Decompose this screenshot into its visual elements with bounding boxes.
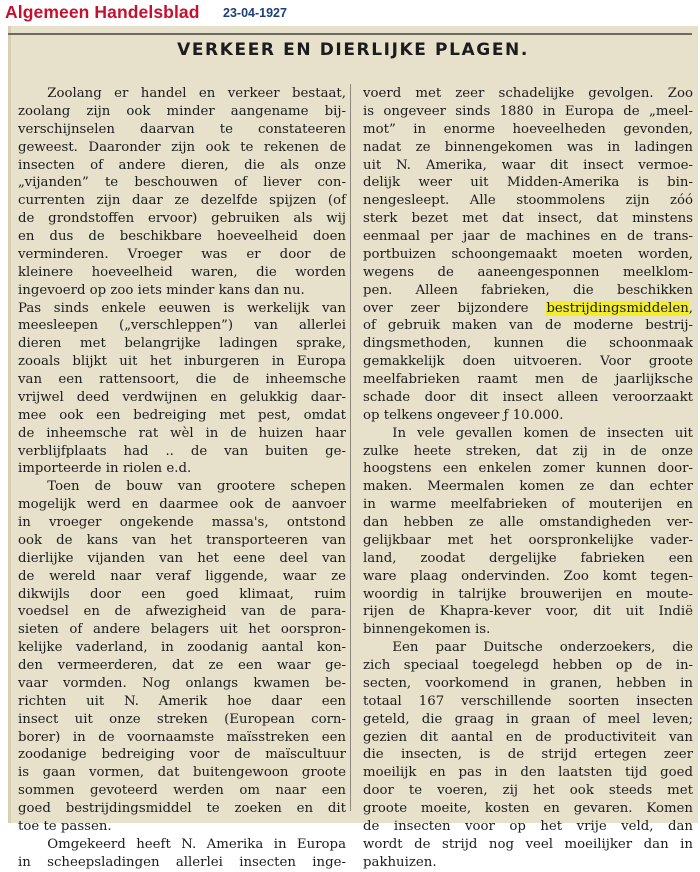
line-text: zich speciaal toegelegd hebben op de in-: [363, 658, 693, 673]
line-text: delijk weer uit Midden-Amerika is bin-: [363, 175, 693, 191]
line-text: in vroeger ongekende massa's, ontstond: [18, 515, 346, 530]
article-line: [363, 85, 693, 103]
line-text: meesleepen („verschleppen”) van allerlei: [18, 318, 346, 334]
line-text: hoogstens een enkelen zomer kunnen door-: [363, 461, 693, 477]
article-line: [363, 603, 693, 621]
line-text: gemakkelijk doen uitvoeren. Voor groote: [363, 354, 693, 370]
line-text: nadat ze binnengekomen was in ladingen: [363, 139, 693, 155]
article-line: [363, 782, 693, 800]
article-line: [18, 264, 346, 282]
article-line: [18, 246, 346, 264]
line-text: vaar vormden. Nog onlangs kwamen be-: [18, 675, 346, 691]
line-text: Een paar Duitsche onderzoekers, die: [392, 640, 693, 656]
line-text: wegens de aaneengesponnen meelklom-: [363, 264, 693, 280]
article-line: [363, 425, 693, 443]
article-line: [18, 371, 346, 389]
line-text: kelijke vaderland, in zoodanig aantal kon-: [18, 640, 346, 656]
line-text: meelfabrieken raamt men de jaarlijksche: [363, 372, 693, 387]
article-line: [363, 621, 693, 639]
article-line: [18, 282, 346, 300]
line-text: van een rattensoort, die de inheemsche: [18, 372, 346, 387]
column-divider: [350, 84, 351, 811]
line-text: mee ook een bedreiging met pest, omdat: [18, 407, 346, 423]
article-column-right: [363, 85, 693, 872]
article-line: [363, 514, 693, 532]
line-text: Zoolang er handel en verkeer bestaat,: [47, 86, 346, 101]
line-text: in scheepsladingen allerlei insecten inge-: [18, 854, 346, 870]
article-line: [363, 675, 693, 693]
article-line: [363, 246, 693, 264]
article-line: [18, 407, 346, 425]
line-text: maken. Meermalen komen ze dan echter: [363, 479, 693, 495]
article-line: [18, 121, 346, 139]
article-line: [363, 746, 693, 764]
article-line: [363, 836, 693, 854]
article-line: [363, 192, 693, 210]
line-text: de insecten voor op het vrije veld, dan: [363, 818, 693, 834]
article-line: [363, 282, 693, 300]
line-text: verminderen. Vroeger was er door de: [18, 246, 346, 262]
article-line: [363, 389, 693, 407]
line-text-after: ,: [688, 300, 693, 316]
line-text: gezien dit aantal en de productiviteit van: [363, 729, 693, 745]
line-text: groote moeite, kosten en gevaren. Komen: [363, 801, 693, 816]
article-line: [18, 675, 346, 693]
line-text: nengesleept. Alle stoommolens zijn zóó: [363, 193, 693, 209]
article-line: [363, 818, 693, 836]
article-line: [363, 210, 693, 228]
line-text: toe te passen.: [18, 818, 112, 834]
newspaper-clipping: [8, 26, 698, 870]
line-text: de grondstoffen ervoor) gebruiken als wij: [18, 211, 346, 227]
line-text: richten uit N. Amerik hoe daar een: [18, 693, 346, 709]
article-line: [363, 729, 693, 747]
line-text: dikwijls door een goed klimaat, ruim: [18, 586, 346, 602]
line-text: woordig in talrijke brouwerijen en moute-: [363, 586, 693, 602]
article-line: [18, 389, 346, 407]
line-text: schade door dit insect alleen veroorzaakt: [363, 389, 693, 405]
line-text: geteld, die graag in graan of meel leven;: [363, 711, 693, 727]
line-text: de inheemsche rat wèl in de huizen haar: [18, 425, 346, 441]
archive-header: [0, 0, 700, 26]
article-line: [18, 603, 346, 621]
article-line: [18, 621, 346, 639]
line-text: zoodanige bedreiging voor de maïscultuur: [18, 747, 346, 763]
highlighted-term: bestrijdingsmiddelen: [546, 300, 689, 316]
line-text: mogelijk werd en daarmee ook de aanvoer: [18, 497, 346, 513]
article-line: [363, 174, 693, 192]
line-text: de wereld naar veraf liggende, waar ze: [18, 568, 346, 584]
article-line: [363, 854, 693, 872]
article-line: [363, 478, 693, 496]
article-line: [363, 300, 693, 318]
article-line: [18, 139, 346, 157]
clipping-edge: [8, 26, 11, 823]
article-line: [363, 103, 693, 121]
line-text: uit N. Amerika, waar dit insect vermoe-: [363, 157, 693, 173]
line-text: voerd met zeer schadelijke gevolgen. Zoo: [363, 86, 693, 101]
line-text: over zeer bijzondere: [363, 300, 547, 316]
article-line: [18, 317, 346, 335]
publication-date: 23-04-1927: [223, 6, 287, 20]
line-text: borer) in de voornaamste maïsstreken een: [18, 729, 346, 745]
article-line: [18, 818, 346, 836]
article-title: VERKEER EN DIERLIJKE PLAGEN.: [177, 40, 529, 60]
article-line: [363, 353, 693, 371]
line-text: ingevoerd op zoo iets minder kans dan nu.: [18, 282, 305, 298]
article-line: [363, 800, 693, 818]
article-line: [363, 157, 693, 175]
line-text: currenten zijn daar ze dezelfde spijzen (of: [18, 193, 346, 209]
article-line: [18, 693, 346, 711]
line-text: goed bestrijdingsmiddel te zoeken en dit: [18, 801, 346, 816]
line-text: verblijfplaats had .. de van buiten ge-: [18, 443, 346, 459]
article-line: [363, 371, 693, 389]
line-text: importeerde in riolen e.d.: [18, 461, 192, 477]
article-line: [363, 335, 693, 353]
line-text: mot” in enorme hoeveelheden gevonden,: [363, 121, 693, 137]
article-line: [363, 460, 693, 478]
article-line: [363, 317, 693, 335]
line-text: op telkens ongeveer ƒ 10.000.: [363, 407, 564, 423]
article-line: [363, 407, 693, 425]
article-line: [363, 568, 693, 586]
line-text: geweest. Daaronder zijn ook te rekenen de: [18, 139, 346, 155]
line-text: Omgekeerd heeft N. Amerika in Europa: [47, 836, 346, 852]
article-line: [18, 586, 346, 604]
line-text: binnengekomen is.: [363, 622, 491, 638]
line-text: eenmaal per jaar de machines en de trans-: [363, 229, 693, 244]
article-line: [363, 764, 693, 782]
line-text: vrijwel deed verdwijnen en gelukkig daar-: [18, 389, 346, 405]
line-text: rijen de Khapra-kever voor, dit uit Indië: [363, 604, 693, 620]
article-line: [18, 657, 346, 675]
article-line: [18, 174, 346, 192]
line-text: sommen gevoteerd werden om naar een: [18, 783, 346, 799]
line-text: dieren met belangrijke ladingen sprake,: [18, 336, 346, 352]
article-line: [363, 121, 693, 139]
newspaper-name[interactable]: Algemeen Handelsblad: [5, 2, 200, 22]
line-text: portbuizen schoongemaakt moeten worden,: [363, 246, 693, 262]
line-text: „vijanden” te beschouwen of liever con-: [18, 175, 346, 191]
line-text: wordt de strijd nog veel moeilijker dan in: [363, 836, 693, 852]
line-text: dan hebben ze alle omstandigheden ver-: [363, 515, 693, 530]
line-text: insect uit onze streken (European corn-: [18, 711, 346, 727]
line-text: in warme meelfabrieken of mouterijen en: [363, 497, 693, 513]
article-line: [18, 639, 346, 657]
line-text: is ongeveer sinds 1880 in Europa de „meel-: [363, 103, 693, 119]
line-text: pakhuizen.: [363, 854, 437, 870]
article-line: [18, 568, 346, 586]
article-line: [363, 264, 693, 282]
article-line: [18, 443, 346, 461]
article-line: [18, 514, 346, 532]
line-text: verschijnselen daarvan te constateeren: [18, 121, 346, 137]
line-text: Pas sinds enkele eeuwen is werkelijk van: [18, 300, 346, 316]
article-line: [18, 782, 346, 800]
article-line: [18, 800, 346, 818]
line-text: dierlijke vijanden van het eene deel van: [18, 550, 346, 566]
line-text: totaal 167 verschillende soorten insecten: [363, 693, 693, 709]
line-text: Toen de bouw van grootere schepen: [47, 479, 346, 495]
article-line: [363, 693, 693, 711]
article-line: [363, 496, 693, 514]
article-line: [363, 443, 693, 461]
article-line: [18, 478, 346, 496]
article-line: [18, 353, 346, 371]
article-line: [363, 550, 693, 568]
line-text: dingsmethoden, kunnen die schoonmaak: [363, 336, 693, 352]
article-line: [18, 103, 346, 121]
line-text: of gebruik maken van de moderne bestrij-: [363, 318, 693, 334]
line-text: die insecten, is de strijd ertegen zeer: [363, 747, 693, 763]
article-line: [18, 532, 346, 550]
article-line: [18, 460, 346, 478]
article-line: [363, 711, 693, 729]
line-text: sieten of andere belagers uit het oorspron-: [18, 622, 346, 638]
article-line: [18, 157, 346, 175]
line-text: zulke heete streken, dat zij in de onze: [363, 443, 693, 459]
article-line: [363, 657, 693, 675]
line-text: den vermeerderen, dat ze een waar ge-: [18, 658, 346, 673]
article-line: [363, 228, 693, 246]
article-line: [18, 425, 346, 443]
article-column-left: [18, 85, 346, 872]
line-text: In vele gevallen komen de insecten uit: [392, 425, 693, 441]
article-line: [363, 639, 693, 657]
line-text: door te voeren, zij het ook steeds met: [363, 783, 693, 799]
top-rule: [8, 33, 692, 35]
line-text: moeilijk en pas in den laatsten tijd goed: [363, 765, 693, 781]
line-text: gelijkbaar met het oorspronkelijke vader-: [363, 532, 693, 548]
line-text: ook de kans van het transporteeren van: [18, 532, 346, 548]
article-line: [18, 192, 346, 210]
article-line: [18, 335, 346, 353]
line-text: land, zoodat dergelijke fabrieken een: [363, 550, 693, 566]
article-line: [18, 854, 346, 872]
article-line: [18, 836, 346, 854]
article-line: [18, 764, 346, 782]
article-line: [363, 139, 693, 157]
article-line: [18, 496, 346, 514]
line-text: kleinere hoeveelheid waren, die worden: [18, 264, 346, 280]
article-line: [18, 210, 346, 228]
line-text: en dus de beschikbare hoeveelheid doen: [18, 229, 346, 244]
article-line: [18, 228, 346, 246]
article-line: [18, 550, 346, 568]
article-line: [363, 586, 693, 604]
line-text: is gaan vormen, dat buitengewoon groote: [18, 765, 346, 781]
line-text: voedsel en de afwezigheid van de para-: [18, 604, 346, 620]
line-text: secten, voorkomend in granen, hebben in: [363, 675, 693, 691]
article-line: [18, 85, 346, 103]
line-text: insecten of andere dieren, die als onze: [18, 157, 346, 173]
article-line: [18, 746, 346, 764]
article-line: [18, 711, 346, 729]
article-line: [363, 532, 693, 550]
line-text: zoolang zijn ook minder aangename bij-: [18, 103, 346, 119]
line-text: zooals blijkt uit het inburgeren in Europa: [18, 354, 346, 370]
line-text: pen. Alleen fabrieken, die beschikken: [363, 282, 693, 298]
article-line: [18, 300, 346, 318]
line-text: sterk bezet met dat insect, dat minstens: [363, 211, 693, 227]
line-text: ware plaag ondervinden. Zoo komt tegen-: [363, 568, 693, 584]
article-line: [18, 729, 346, 747]
